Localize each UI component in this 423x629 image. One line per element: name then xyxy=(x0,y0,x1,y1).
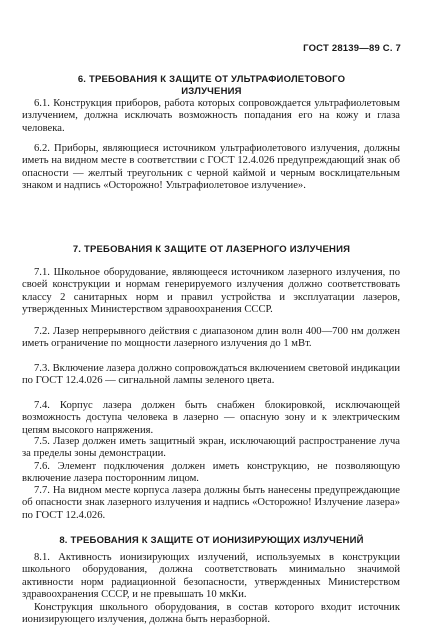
section-8-title xyxy=(22,535,401,547)
paragraph-6-2: 6.2. Приборы, являющиеся источником ультрафиолетового излучения, должны иметь на видном месте в соответствии с ГОСТ 12.4.026 предупреждающий знак об опасности — желтый треугольник с черной каймой и черным восклицательным знаком и надпись «Осторожно! Ультрафиолетовое излучение». xyxy=(22,143,400,192)
page-header: ГОСТ 28139—89 С. 7 xyxy=(303,43,401,54)
paragraph-7-4: 7.4. Корпус лазера должен быть снабжен блокировкой, исключающей возможность доступа человека в лазерно — опасную зону и к электрическим цепям высокого напряжения. xyxy=(22,400,400,436)
paragraph-7-3: 7.3. Включение лазера должно сопровождаться включением световой индикации по ГОСТ 12.4.026 — сигнальной лампы зеленого цвета. xyxy=(22,363,400,387)
section-8-title-line1: 8. ТРЕБОВАНИЯ К ЗАЩИТЕ ОТ ИОНИЗИРУЮЩИХ ИЗЛУЧЕНИЙ xyxy=(59,535,364,546)
paragraph-6-1: 6.1. Конструкция приборов, работа которых сопровождается ультрафиолетовым излучением, должна исключать возможность попадания его на кожу и глаза человека. xyxy=(22,98,400,134)
section-7-title xyxy=(22,244,401,256)
paragraph-8-1: 8.1. Активность ионизирующих излучений, используемых в конструкции школьного оборудования, должна соответствовать минимально значимой активности норм радиационной безопасности, утвержденных Министерством здравоохранения СССР, и не превышать 10 мкКи. xyxy=(22,552,400,601)
paragraph-7-7: 7.7. На видном месте корпуса лазера должны быть нанесены предупреждающие об опасности знак лазерного излучения и надпись «Осторожно! Излучение лазера» по ГОСТ 12.4.026. xyxy=(22,485,400,521)
paragraph-7-1: 7.1. Школьное оборудование, являющееся источником лазерного излучения, по своей конструкции и нормам генерируемого излучения должно соответствовать классу 2 санитарных норм и правил устройства и эксплуатации лазеров, утвержденных Министерством здравоохранения СССР. xyxy=(22,267,400,316)
paragraph-7-2: 7.2. Лазер непрерывного действия с диапазоном длин волн 400—700 нм должен иметь ограничение по мощности лазерного излучения до 1 мВт. xyxy=(22,326,400,350)
section-6-title-line2: ИЗЛУЧЕНИЯ xyxy=(181,86,242,97)
section-6-title-line1: 6. ТРЕБОВАНИЯ К ЗАЩИТЕ ОТ УЛЬТРАФИОЛЕТОВОГО xyxy=(77,74,346,85)
paragraph-8-2: Конструкция школьного оборудования, в состав которого входит источник ионизирующего излучения, должна быть неразборной. xyxy=(22,602,400,626)
paragraph-7-5: 7.5. Лазер должен иметь защитный экран, исключающий распространение луча за пределы зоны демонстрации. xyxy=(22,436,400,460)
section-6-title xyxy=(22,74,401,98)
paragraph-7-6: 7.6. Элемент подключения должен иметь конструкцию, не позволяющую включение лазера посторонним лицом. xyxy=(22,461,400,485)
section-7-title-line1: 7. ТРЕБОВАНИЯ К ЗАЩИТЕ ОТ ЛАЗЕРНОГО ИЗЛУЧЕНИЯ xyxy=(72,244,351,255)
